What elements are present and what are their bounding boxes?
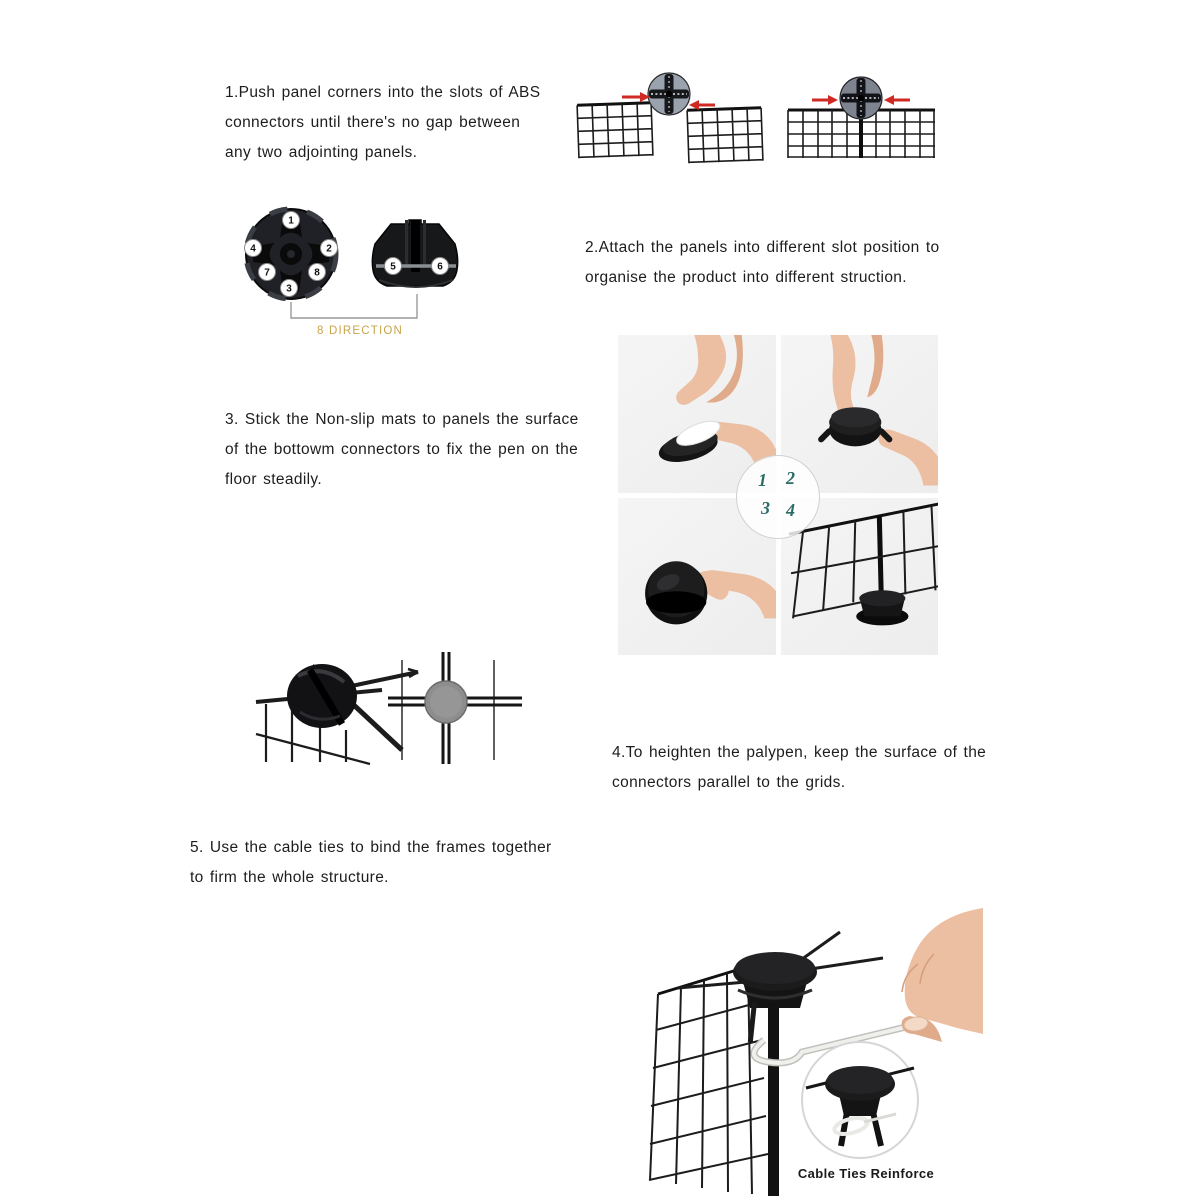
right-panel-grid bbox=[687, 108, 763, 164]
left-panel-grid bbox=[577, 103, 653, 159]
step1-line2: connectors until there's no gap between bbox=[225, 114, 521, 131]
step-number-overlay bbox=[736, 455, 820, 539]
connector-orientation-figures bbox=[250, 652, 525, 767]
photo-number-2: 2 bbox=[786, 468, 795, 488]
push-arrow-right bbox=[884, 95, 910, 105]
step2-line1: 2.Attach the panels into different slot position to bbox=[585, 239, 940, 256]
step3-line1: 3. Stick the Non-slip mats to panels the surface bbox=[225, 411, 579, 428]
step1-text bbox=[225, 78, 540, 168]
step1-line3: any two adjointing panels. bbox=[225, 144, 418, 161]
step4-line2: connectors parallel to the grids. bbox=[612, 774, 846, 791]
slot-4-badge: 4 bbox=[250, 243, 256, 255]
cable-tie-figure bbox=[648, 898, 983, 1198]
photo-number-4: 4 bbox=[786, 500, 795, 520]
panels-apart-figure bbox=[570, 72, 770, 172]
step5-line1: 5. Use the cable ties to bind the frames together bbox=[190, 839, 552, 856]
step5-text bbox=[190, 833, 552, 893]
cable-ties-caption: Cable Ties Reinforce bbox=[797, 1166, 935, 1181]
step3-line3: floor steadily. bbox=[225, 471, 323, 488]
step4-text bbox=[612, 738, 986, 798]
connector-8-direction-figure bbox=[233, 202, 483, 342]
slot-5-badge: 5 bbox=[390, 261, 396, 273]
push-arrow-left bbox=[812, 95, 838, 105]
connector-side-view bbox=[372, 220, 457, 287]
corner-connector-figure bbox=[256, 664, 418, 764]
photo-number-3: 3 bbox=[761, 498, 770, 518]
hand bbox=[902, 908, 983, 1042]
diagram-bracket bbox=[291, 294, 417, 318]
connector-inset-icon bbox=[840, 77, 882, 119]
photo-number-1: 1 bbox=[758, 470, 767, 490]
slot-3-badge: 3 bbox=[286, 283, 292, 295]
slot-6-badge: 6 bbox=[437, 261, 443, 273]
zoom-inset bbox=[802, 1042, 918, 1158]
slot-8-badge: 8 bbox=[314, 267, 320, 279]
slot-7-badge: 7 bbox=[264, 267, 270, 279]
slot-1-badge: 1 bbox=[288, 215, 294, 227]
step2-line2: organise the product into different struction. bbox=[585, 269, 907, 286]
step4-line1: 4.To heighten the palypen, keep the surface of the bbox=[612, 744, 987, 761]
slot-2-badge: 2 bbox=[326, 243, 332, 255]
step3-line2: of the bottowm connectors to fix the pen on the bbox=[225, 441, 579, 458]
step3-text bbox=[225, 405, 579, 495]
step1-line1: 1.Push panel corners into the slots of ABS bbox=[225, 84, 541, 101]
connector-inset-icon bbox=[648, 73, 690, 115]
push-arrow-left bbox=[622, 92, 650, 102]
step2-text bbox=[585, 233, 939, 293]
panels-joined-figure bbox=[782, 72, 942, 172]
eight-direction-label: 8 DIRECTION bbox=[317, 325, 404, 337]
step5-line2: to firm the whole structure. bbox=[190, 869, 389, 886]
